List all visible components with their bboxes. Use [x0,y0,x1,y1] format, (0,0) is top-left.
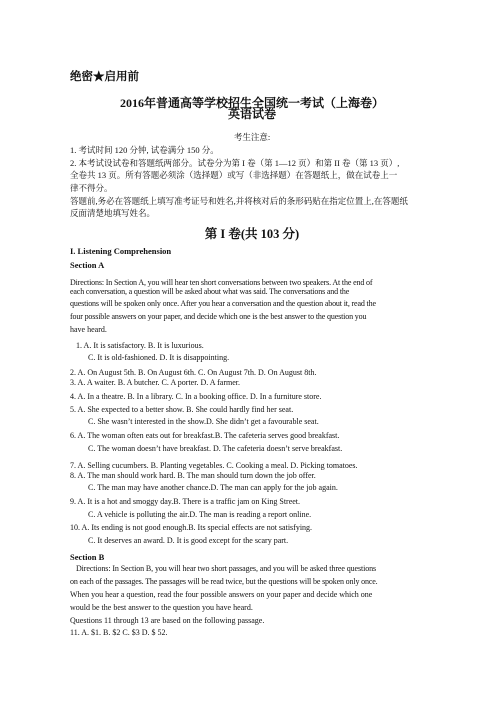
directions-b-line: on each of the passages. The passages will be read twice, but the questions will be spoken only once. [70,577,378,586]
question-line: 2. A. On August 5th. B. On August 6th. C. On August 7th. D. On August 8th. [70,368,317,377]
question-line: C. The man may have another chance.D. The man can apply for the job again. [88,483,338,492]
exam-title: 2016年普通高等学校招生全国统一考试（上海卷） [119,96,384,110]
notice-item: 全卷共 13 页。所有答题必须涂（选择题）或写（非选择题）在答题纸上，做在试卷上一 [70,170,398,180]
question-line: C. A vehicle is polluting the air.D. The man is reading a report online. [88,510,312,519]
question-line: 7. A. Selling cucumbers. B. Planting vegetables. C. Cooking a meal. D. Picking tomatoes. [70,461,358,470]
exam-subtitle: 英语试卷 [227,107,276,121]
question-line: 9. A. It is a hot and smoggy day.B. There is a traffic jam on King Street. [70,497,301,506]
question-line: 4. A. In a theatre. B. In a library. C. In a booking office. D. In a furniture store. [70,392,322,401]
directions-a-line: have heard. [70,325,107,334]
question-line: 10. A. Its ending is not good enough.B. Its special effects are not satisfying. [70,523,313,532]
directions-a-line: four possible answers on your paper, and decide which one is the best answer to the question you [70,312,367,321]
question-line: 3. A. A waiter. B. A butcher. C. A porter. D. A farmer. [70,378,240,387]
notice-item: 律不得分。 [70,183,113,193]
directions-a-line: Directions: In Section A, you will hear ten short conversations between two speakers. At the end of [70,278,373,287]
passage-intro: Questions 11 through 13 are based on the following passage. [70,616,265,625]
question-line: 1. A. It is satisfactory. B. It is luxurious. [76,341,204,350]
directions-b-line: When you hear a question, read the four possible answers on your paper and decide which one [70,590,373,599]
question-line: 11. A. $1. B. $2 C. $3 D. $ 52. [70,628,168,637]
question-line: C. The woman doesn’t have breakfast. D. The cafeteria doesn’t serve breakfast. [88,444,343,453]
section-b-heading: Section B [70,552,105,562]
notice-title: 考生注意: [233,132,271,142]
question-line: C. She wasn’t interested in the show.D. She didn’t get a favourable seat. [88,417,319,426]
notice-item: 答题前,务必在答题纸上填写准考证号和姓名,并将核对后的条形码贴在指定位置上,在答题纸 [70,196,408,206]
question-line: 5. A. She expected to a better show. B. She could hardly find her seat. [70,405,294,414]
notice-item: 1. 考试时间 120 分钟, 试卷满分 150 分。 [70,145,219,155]
section-a-heading: Section A [70,260,105,270]
question-line: 6. A. The woman often eats out for breakfast.B. The cafeteria serves good breakfast. [70,431,340,440]
section-heading: I. Listening Comprehension [70,246,172,256]
secret-label: 绝密★启用前 [70,71,139,83]
directions-a-line: questions will be spoken only once. After you hear a conversation and the question about it, read the [70,299,376,308]
notice-item: 2. 本考试设试卷和答题纸两部分。试卷分为第 I 卷（第 1—12 页）和第 II 卷（第 13 页）, [70,158,400,168]
directions-a-line: each conversation, a question will be asked about what was said. The conversations and the [70,287,350,296]
notice-item: 反面清楚地填写姓名。 [70,208,156,218]
directions-b-line: Directions: In Section B, you will hear two short passages, and you will be asked three questions [76,564,377,573]
question-line: C. It deserves an award. D. It is good except for the scary part. [88,536,289,545]
part-one-title: 第 I 卷(共 103 分) [204,227,300,241]
question-line: C. It is old-fashioned. D. It is disappointing. [88,353,230,362]
question-line: 8. A. The man should work hard. B. The man should turn down the job offer. [70,471,316,480]
directions-b-line: would be the best answer to the question you have heard. [70,603,253,612]
